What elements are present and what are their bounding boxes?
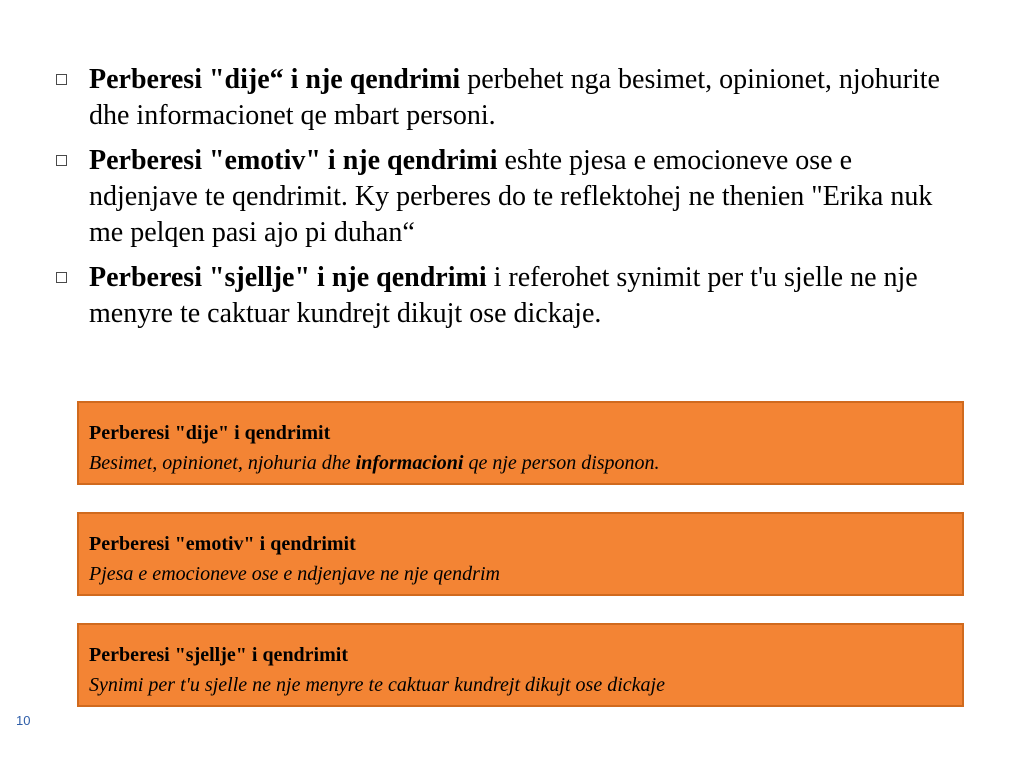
bullet-text: perbehet nga besimet, opinionet, njohurite dhe informacionet qe mbart personi. (89, 64, 940, 131)
box-text: Pjesa e emocioneve ose e ndjenjave ne nje qendrim (89, 563, 500, 585)
box-text-part: Besimet, opinionet, njohuria dhe (89, 452, 356, 474)
bullet-item-dije (0, 62, 1024, 134)
square-bullet-icon (56, 155, 67, 166)
bullet-text: eshte pjesa e emocioneve ose e ndjenjave te qendrimit. Ky perberes do te reflektohej ne thenien "Erika nuk me pelqen pasi ajo pi duhan“ (89, 145, 933, 248)
bullet-list (0, 62, 1024, 341)
bullet-lead: Perberesi "emotiv" i nje qendrimi (89, 145, 498, 176)
square-bullet-icon (56, 272, 67, 283)
bullet-item-emotiv (0, 143, 1024, 251)
box-title: Perberesi "sjellje" i qendrimit (89, 644, 348, 666)
box-text: Synimi per t'u sjelle ne nje menyre te caktuar kundrejt dikujt ose dickaje (89, 674, 665, 696)
box-text (89, 448, 962, 478)
bullet-lead: Perberesi "dije“ i nje qendrimi (89, 64, 461, 95)
bullet-lead: Perberesi "sjellje" i nje qendrimi (89, 262, 487, 293)
page-number: 10 (16, 713, 31, 728)
summary-box-emotiv (77, 512, 964, 596)
box-text-part: qe nje person disponon. (463, 452, 660, 474)
summary-box-sjellje (77, 623, 964, 707)
square-bullet-icon (56, 74, 67, 85)
box-text-emphasis: informacioni (355, 452, 464, 474)
bullet-text: i referohet synimit per t'u sjelle ne nje menyre te caktuar kundrejt dikujt ose dickaje. (89, 262, 918, 329)
box-title: Perberesi "dije" i qendrimit (89, 422, 331, 444)
bullet-item-sjellje (0, 260, 1024, 332)
summary-box-dije (77, 401, 964, 485)
box-title: Perberesi "emotiv" i qendrimit (89, 533, 356, 555)
